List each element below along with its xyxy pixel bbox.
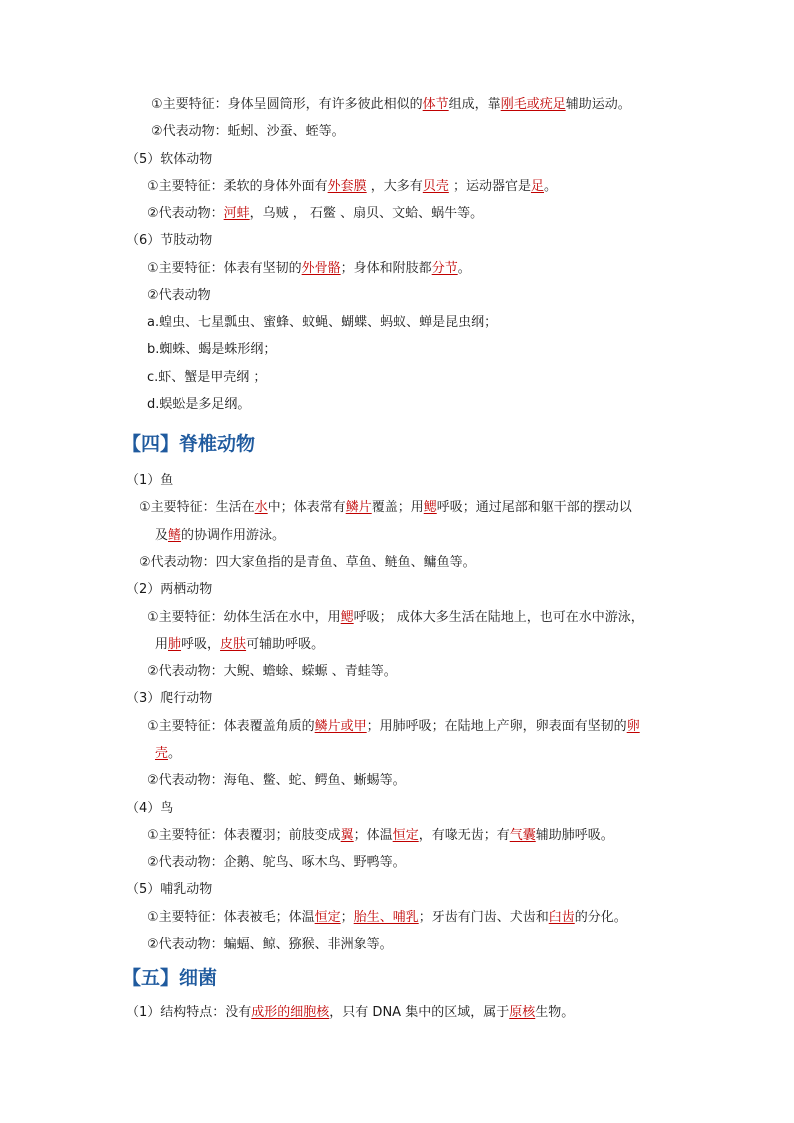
keyword-answer: 贝壳 [422, 179, 449, 194]
text-run: d.蜈蚣是多足纲。 [147, 397, 251, 412]
keyword-answer: 足 [530, 179, 544, 194]
text-line [147, 936, 393, 954]
text-line [126, 881, 212, 899]
keyword-answer: 原核 [509, 1005, 536, 1020]
text-line [147, 772, 406, 790]
text-run: （1）鱼 [126, 473, 174, 488]
text-run: a.蝗虫、七星瓢虫、蜜蜂、蚊蝇、蝴蝶、蚂蚁、蝉是昆虫纲； [147, 315, 498, 330]
text-run: ②代表动物：大鲵、蟾蜍、蝾螈 、青蛙等。 [147, 664, 397, 679]
text-run: ；体温 [353, 828, 393, 843]
text-run: ②代表动物：蚯蚓、沙蚕、蛭等。 [151, 124, 345, 139]
text-run: （3）爬行动物 [126, 691, 213, 706]
text-line [147, 827, 614, 845]
text-run: 组成，靠 [448, 97, 501, 112]
text-run: ②代表动物：蝙蝠、鲸、猕猴、非洲象等。 [147, 937, 393, 952]
keyword-answer: 外套膜 [327, 179, 367, 194]
text-line [151, 96, 631, 114]
text-run: ；牙齿有门齿、犬齿和 [418, 910, 549, 925]
text-line [147, 260, 471, 278]
keyword-answer: 鳃 [423, 500, 437, 515]
text-run: 及 [155, 528, 169, 543]
text-line [126, 800, 173, 818]
text-run: ，有喙无齿；有 [418, 828, 510, 843]
text-line [126, 690, 212, 708]
text-run: ； [340, 910, 354, 925]
text-line [147, 663, 397, 681]
keyword-answer: 刚毛或疣足 [500, 97, 566, 112]
text-line [147, 854, 406, 872]
text-line [151, 123, 345, 141]
text-run: 辅助运动。 [565, 97, 631, 112]
keyword-answer: 卵 [626, 719, 640, 734]
text-line [126, 581, 212, 599]
keyword-answer: 分节 [431, 261, 458, 276]
keyword-answer: 臼齿 [548, 910, 575, 925]
keyword-answer: 体节 [422, 97, 449, 112]
text-line [126, 472, 173, 490]
text-run: 呼吸； 成体大多生活在陆地上，也可在水中游泳， [353, 610, 644, 625]
text-run: （4）鸟 [126, 801, 174, 816]
text-run: ①主要特征：幼体生活在水中，用 [147, 610, 341, 625]
text-run: 。 [457, 261, 471, 276]
keyword-answer: 鳞片 [345, 500, 372, 515]
text-run: ，大多有 [366, 179, 423, 194]
text-run: ；身体和附肢都 [340, 261, 432, 276]
text-run: （5）哺乳动物 [126, 882, 213, 897]
keyword-answer: 翼 [340, 828, 354, 843]
text-run: 生物。 [535, 1005, 575, 1020]
text-run: 。 [543, 179, 557, 194]
keyword-answer: 外骨骼 [301, 261, 341, 276]
keyword-answer: 恒定 [392, 828, 419, 843]
text-line [147, 287, 211, 305]
text-run: （6）节肢动物 [126, 233, 213, 248]
keyword-answer: 皮肤 [220, 637, 247, 652]
text-run: 用 [155, 637, 169, 652]
text-run: ②代表动物：企鹅、鸵鸟、啄木鸟、野鸭等。 [147, 855, 406, 870]
text-line [126, 151, 212, 169]
keyword-answer: 水 [254, 500, 268, 515]
text-run: 可辅助呼吸。 [246, 637, 325, 652]
text-run: ；运动器官是 [448, 179, 531, 194]
keyword-answer: 肺 [168, 637, 182, 652]
keyword-answer: 成形的细胞核 [251, 1005, 330, 1020]
text-run: ①主要特征：体表有坚韧的 [147, 261, 302, 276]
text-run: ，乌贼 ， 石鳖 、扇贝、文蛤、蜗牛等。 [249, 206, 484, 221]
keyword-answer: 鳍 [168, 528, 182, 543]
text-run: c.虾、蟹是甲壳纲 ； [147, 370, 267, 385]
text-run: 的协调作用游泳。 [181, 528, 286, 543]
text-run: 。 [168, 746, 182, 761]
text-run: ②代表动物 [147, 288, 211, 303]
text-line [147, 178, 557, 196]
text-run: ①主要特征：柔软的身体外面有 [147, 179, 328, 194]
text-run: ；用肺呼吸；在陆地上产卵，卵表面有坚韧的 [366, 719, 627, 734]
keyword-answer: 壳 [155, 746, 169, 761]
text-line [126, 1004, 574, 1022]
text-line [147, 396, 250, 414]
keyword-answer: 河蚌 [223, 206, 250, 221]
text-run: ①主要特征：体表覆盖角质的 [147, 719, 315, 734]
text-run: ①主要特征：生活在 [139, 500, 255, 515]
keyword-answer: 气囊 [509, 828, 536, 843]
text-run: （2）两栖动物 [126, 582, 213, 597]
text-line [126, 232, 212, 250]
text-line [147, 314, 497, 332]
keyword-answer: 胎生、哺乳 [353, 910, 419, 925]
text-line [147, 909, 627, 927]
text-line [155, 527, 285, 545]
text-run: ②代表动物：四大家鱼指的是青鱼、草鱼、鲢鱼、鳙鱼等。 [139, 555, 476, 570]
text-line [147, 609, 644, 627]
section-heading: 【四】脊椎动物 [122, 433, 256, 455]
text-run: 辅助肺呼吸。 [535, 828, 614, 843]
text-run: 的分化。 [574, 910, 627, 925]
text-line [139, 499, 632, 517]
text-run: ②代表动物： [147, 206, 224, 221]
text-line [147, 369, 266, 387]
text-run: ①主要特征：身体呈圆筒形，有许多彼此相似的 [151, 97, 423, 112]
text-run: （5）软体动物 [126, 152, 213, 167]
text-run: 中；体表常有 [267, 500, 346, 515]
keyword-answer: 鳞片或甲 [314, 719, 367, 734]
text-run: 覆盖；用 [371, 500, 424, 515]
text-run: ①主要特征：体表覆羽；前肢变成 [147, 828, 341, 843]
text-line [139, 554, 476, 572]
text-line [155, 636, 324, 654]
text-run: ，只有 DNA 集中的区域，属于 [329, 1005, 510, 1020]
text-run: b.蜘蛛、蝎是蛛形纲； [147, 342, 277, 357]
text-run: 呼吸， [181, 637, 221, 652]
text-run: ①主要特征：体表被毛；体温 [147, 910, 315, 925]
text-line [147, 205, 483, 223]
section-heading: 【五】细菌 [122, 967, 218, 989]
text-line [147, 341, 276, 359]
keyword-answer: 鳃 [340, 610, 354, 625]
text-run: 呼吸；通过尾部和躯干部的摆动以 [436, 500, 632, 515]
text-line [147, 718, 640, 736]
text-run: ②代表动物：海龟、鳖、蛇、鳄鱼、蜥蜴等。 [147, 773, 406, 788]
text-run: （1）结构特点：没有 [126, 1005, 252, 1020]
keyword-answer: 恒定 [314, 910, 341, 925]
text-line [155, 745, 181, 763]
